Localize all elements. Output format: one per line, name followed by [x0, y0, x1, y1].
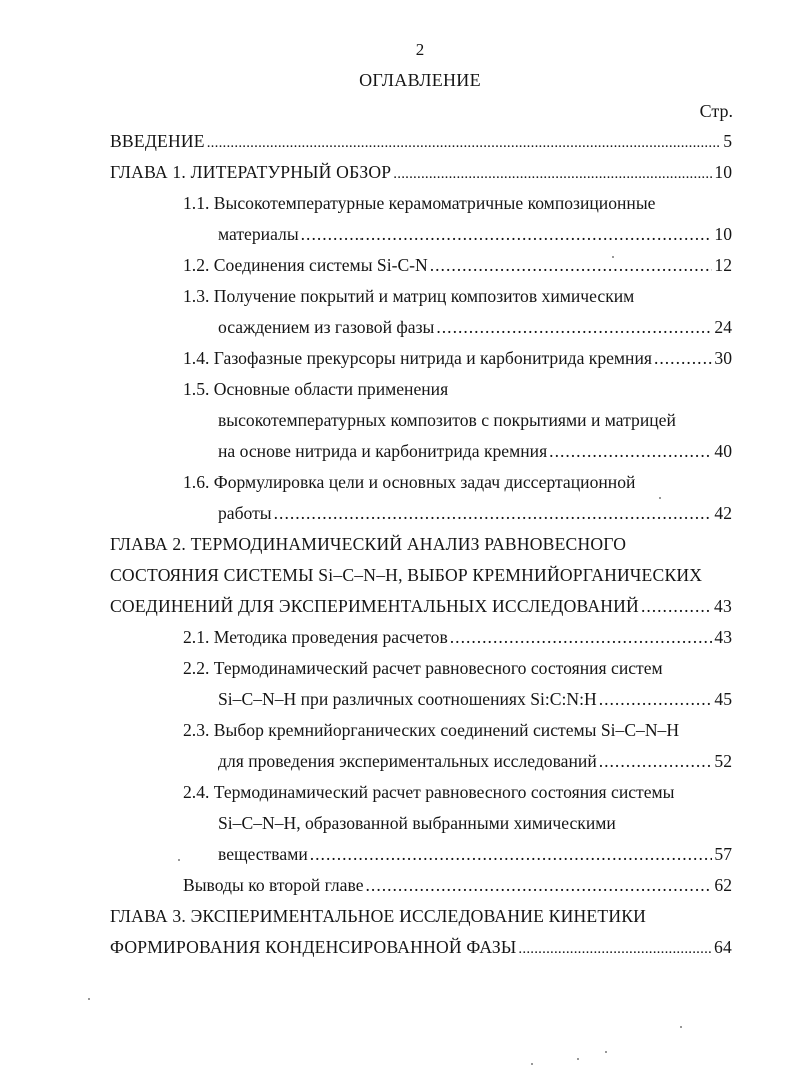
toc-leader-dots	[393, 162, 712, 183]
toc-entry-text-line: СОСТОЯНИЯ СИСТЕМЫ Si–C–N–H, ВЫБОР КРЕМНИЙОРГАНИЧЕСКИХ	[110, 565, 703, 585]
toc-entry-page: 52	[714, 751, 732, 771]
toc-entry-text-line: 2.4. Термодинамический расчет равновесного состояния системы	[183, 782, 675, 802]
toc-entry-text-line: высокотемпературных композитов с покрытиями и матрицей	[218, 410, 676, 430]
toc-entry-text-line: ГЛАВА 2. ТЕРМОДИНАМИЧЕСКИЙ АНАЛИЗ РАВНОВЕСНОГО	[110, 534, 627, 554]
toc-leader-dots	[430, 255, 713, 276]
toc-entry-text: СОЕДИНЕНИЙ ДЛЯ ЭКСПЕРИМЕНТАЛЬНЫХ ИССЛЕДОВАНИЙ	[110, 596, 639, 616]
toc-entry-text: ВВЕДЕНИЕ	[110, 131, 205, 151]
scan-speck	[178, 859, 180, 861]
page-title: ОГЛАВЛЕНИЕ	[359, 70, 481, 90]
toc-entry-text-line: Si–C–N–H, образованной выбранными химическими	[218, 813, 616, 833]
toc-entry-page: 40	[714, 441, 732, 461]
toc-entry-page: 64	[714, 937, 732, 957]
toc-entry-page: 24	[714, 317, 732, 337]
toc-entry-text: Si–C–N–H при различных соотношениях Si:C:N:H	[218, 689, 597, 709]
toc-entry-page: 62	[714, 875, 732, 895]
toc-leader-dots	[436, 317, 712, 338]
scan-speck	[659, 497, 661, 499]
toc-leader-dots	[599, 689, 713, 710]
scan-speck	[360, 238, 362, 240]
toc-entry-section-1-1[interactable]	[218, 224, 732, 245]
toc-entry-section-1-2[interactable]	[183, 255, 732, 276]
toc-leader-dots	[310, 844, 713, 865]
toc-entry-text: веществами	[218, 844, 308, 864]
scan-speck	[605, 1051, 607, 1053]
scan-speck	[88, 998, 90, 1000]
toc-entry-text-line: ГЛАВА 3. ЭКСПЕРИМЕНТАЛЬНОЕ ИССЛЕДОВАНИЕ КИНЕТИКИ	[110, 906, 647, 926]
scan-speck	[612, 256, 614, 258]
toc-entry-page: 30	[714, 348, 732, 368]
toc-entry-section-2-2[interactable]	[218, 689, 732, 710]
toc-entry-page: 43	[714, 596, 732, 616]
page-column-label: Стр.	[699, 101, 733, 121]
toc-entry-chapter-2-conclusions[interactable]	[183, 875, 732, 896]
toc-entry-section-1-5[interactable]	[218, 441, 732, 462]
scan-speck	[577, 1058, 579, 1060]
toc-entry-text-line: 1.6. Формулировка цели и основных задач диссертационной	[183, 472, 636, 492]
toc-entry-chapter-2[interactable]	[110, 596, 732, 617]
toc-entry-text-line: 1.3. Получение покрытий и матриц композитов химическим	[183, 286, 635, 306]
scan-speck	[680, 1026, 682, 1028]
toc-leader-dots	[207, 131, 721, 152]
toc-leader-dots	[599, 751, 713, 772]
toc-entry-page: 43	[714, 627, 732, 647]
toc-leader-dots	[366, 875, 713, 896]
toc-leader-dots	[641, 596, 712, 617]
toc-entry-section-2-1[interactable]	[183, 627, 732, 648]
toc-leader-dots	[549, 441, 712, 462]
toc-leader-dots	[518, 937, 712, 958]
toc-entry-section-2-3[interactable]	[218, 751, 732, 772]
toc-entry-text: на основе нитрида и карбонитрида кремния	[218, 441, 548, 461]
toc-leader-dots	[450, 627, 713, 648]
toc-entry-page: 57	[714, 844, 732, 864]
toc-entry-text: работы	[218, 503, 272, 523]
toc-entry-section-1-4[interactable]	[183, 348, 732, 369]
toc-entry-section-1-6[interactable]	[218, 503, 732, 524]
toc-entry-text: 1.4. Газофазные прекурсоры нитрида и карбонитрида кремния	[183, 348, 652, 368]
toc-entry-chapter-1[interactable]	[110, 162, 732, 183]
toc-entry-text-line: 2.2. Термодинамический расчет равновесного состояния систем	[183, 658, 663, 678]
page-number: 2	[415, 40, 425, 59]
toc-entry-chapter-3[interactable]	[110, 937, 732, 958]
toc-entry-introduction[interactable]	[110, 131, 732, 152]
toc-entry-text-line: 1.1. Высокотемпературные керамоматричные композиционные	[183, 193, 656, 213]
toc-leader-dots	[654, 348, 712, 369]
toc-entry-text: ГЛАВА 1. ЛИТЕРАТУРНЫЙ ОБЗОР	[110, 162, 392, 182]
toc-entry-page: 5	[723, 131, 732, 151]
toc-entry-text: 1.2. Соединения системы Si-C-N	[183, 255, 428, 275]
toc-entry-text: осаждением из газовой фазы	[218, 317, 435, 337]
toc-entry-text-line: 1.5. Основные области применения	[183, 379, 449, 399]
toc-entry-text: Выводы ко второй главе	[183, 875, 364, 895]
toc-leader-dots	[301, 224, 713, 245]
toc-entry-text: материалы	[218, 224, 299, 244]
toc-entry-text: ФОРМИРОВАНИЯ КОНДЕНСИРОВАННОЙ ФАЗЫ	[110, 937, 517, 957]
toc-entry-page: 10	[714, 224, 732, 244]
toc-entry-page: 12	[714, 255, 732, 275]
scan-speck	[531, 1063, 533, 1065]
toc-entry-text: для проведения экспериментальных исследований	[218, 751, 597, 771]
toc-entry-page: 45	[714, 689, 732, 709]
toc-entry-page: 10	[714, 162, 732, 182]
toc-entry-text: 2.1. Методика проведения расчетов	[183, 627, 448, 647]
toc-leader-dots	[274, 503, 713, 524]
toc-entry-section-2-4[interactable]	[218, 844, 732, 865]
toc-entry-section-1-3[interactable]	[218, 317, 732, 338]
toc-entry-page: 42	[714, 503, 732, 523]
toc-entry-text-line: 2.3. Выбор кремнийорганических соединений системы Si–C–N–H	[183, 720, 680, 740]
